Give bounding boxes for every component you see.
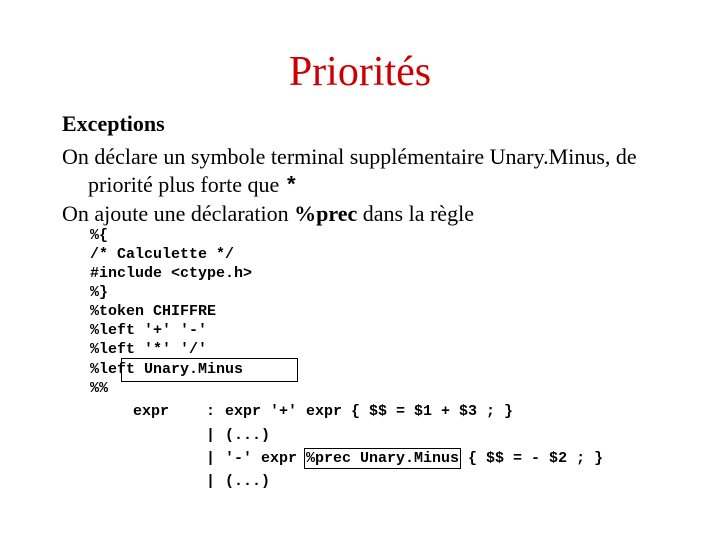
paragraph-1-line-1: On déclare un symbole terminal supplémentaire Unary.Minus, de [62, 144, 637, 169]
rule-3-separator: | [206, 450, 216, 467]
rule-3-body [225, 449, 603, 468]
prec-keyword: %prec [294, 201, 358, 226]
paragraph-2-tail: dans la règle [357, 201, 474, 226]
code-line-2: /* Calculette */ [90, 246, 235, 263]
rule-lhs: expr [133, 403, 170, 420]
code-line-5: %token CHIFFRE [90, 303, 217, 320]
rule-2-body: (...) [225, 427, 271, 444]
code-line-6: %left '+' '-' [90, 322, 208, 339]
rule-4-separator: | [206, 473, 216, 490]
paragraph-1-line-2 [88, 171, 298, 201]
rule-3-pre: '-' expr [225, 450, 307, 467]
rule-4-body: (...) [225, 473, 271, 490]
unary-minus-highlight-box [121, 358, 298, 382]
code-line-3: #include <ctype.h> [90, 265, 253, 282]
slide-title: Priorités [288, 49, 432, 95]
section-heading: Exceptions [62, 111, 165, 136]
rule-3-post: { $$ = - $2 ; } [459, 450, 604, 467]
code-line-4: %} [90, 284, 109, 301]
paragraph-1-line-2-text: priorité plus forte que [88, 172, 285, 197]
paragraph-2-text: On ajoute une déclaration [62, 201, 295, 226]
rule-1-separator: : [206, 403, 216, 420]
star-symbol: * [284, 174, 298, 199]
code-line-8: %left Unary.Minus [90, 361, 244, 378]
code-line-9: %% [90, 380, 109, 397]
rule-2-separator: | [206, 427, 216, 444]
code-line-1: %{ [90, 227, 109, 244]
code-line-7: %left '*' '/' [90, 341, 208, 358]
paragraph-2 [62, 200, 474, 228]
rule-1-body: expr '+' expr { $$ = $1 + $3 ; } [225, 403, 514, 420]
prec-unary-minus-box: %prec Unary.Minus [306, 450, 460, 467]
